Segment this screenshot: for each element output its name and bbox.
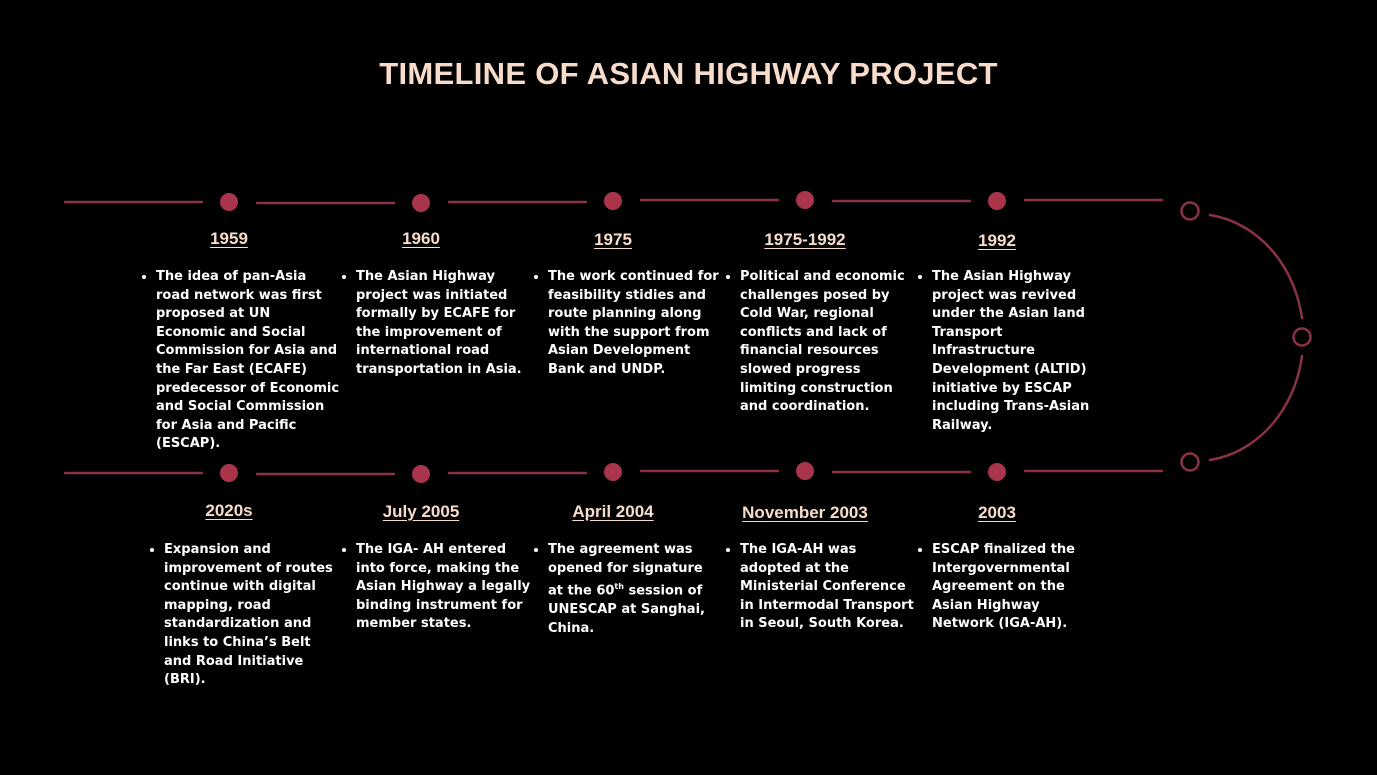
milestone-year-1975-1992: 1975-1992 <box>764 230 846 249</box>
milestone-year-1975: 1975 <box>594 230 632 249</box>
description-text-part: session of UNESCAP at Sanghai, China. <box>548 583 705 636</box>
description-text-part: The agreement was opened for signature at the 60 <box>548 542 703 599</box>
milestone-description <box>724 267 915 417</box>
description-text: • The Asian Highway project was revived under the Asian land Transport Infrastructure Development (ALTID) initiative by ESCAP including Trans-Asian Railway. <box>932 267 1100 435</box>
timeline-dot <box>604 192 622 210</box>
description-text: • Political and economic challenges posed by Cold War, regional conflicts and lack of financial resources slowed progress limiting construction and coordination. <box>740 267 915 417</box>
milestone-description <box>140 267 344 454</box>
milestone-description <box>724 540 915 634</box>
timeline-dot <box>604 463 622 481</box>
ring-node <box>1182 203 1199 220</box>
curve-lower <box>1210 356 1302 460</box>
ring-node <box>1294 329 1311 346</box>
timeline-dot <box>988 192 1006 210</box>
superscript: th <box>614 582 624 592</box>
milestone-description <box>148 540 339 690</box>
milestone-description <box>340 267 531 380</box>
ring-node <box>1182 454 1199 471</box>
description-text: • ESCAP finalized the Intergovernmental Agreement on the Asian Highway Network (IGA-AH). <box>932 540 1092 634</box>
timeline-dot <box>220 464 238 482</box>
timeline-dot <box>988 463 1006 481</box>
description-text: • The idea of pan-Asia road network was first proposed at UN Economic and Social Commission for Asia and the Far East (ECAFE) predecessor of Economic and Social Commission for Asia and Pacific (ESCAP). <box>156 267 344 454</box>
milestone-year-april-2004: April 2004 <box>572 502 654 521</box>
timeline-dot <box>412 465 430 483</box>
description-text: • The work continued for feasibility stidies and route planning along with the support from Asian Development Bank and UNDP. <box>548 267 723 380</box>
description-text: • The IGA- AH entered into force, making the Asian Highway a legally binding instrument for member states. <box>356 540 531 634</box>
milestone-description <box>532 540 716 638</box>
timeline-dot <box>412 194 430 212</box>
milestone-year-1992: 1992 <box>978 231 1016 250</box>
timeline-dot <box>220 193 238 211</box>
milestone-year-2003: 2003 <box>978 503 1016 522</box>
milestone-year-1959: 1959 <box>210 229 248 248</box>
description-text: • Expansion and improvement of routes continue with digital mapping, road standardization and links to China’s Belt and Road Initiative (BRI). <box>164 540 339 690</box>
milestone-year-november-2003: November 2003 <box>742 503 868 522</box>
description-text: • The IGA-AH was adopted at the Ministerial Conference in Intermodal Transport in Seoul, South Korea. <box>740 540 915 634</box>
description-text <box>548 540 716 638</box>
page-title: TIMELINE OF ASIAN HIGHWAY PROJECT <box>379 56 998 91</box>
milestone-year-july-2005: July 2005 <box>382 502 460 521</box>
milestone-description <box>916 267 1100 435</box>
milestone-year-1960: 1960 <box>402 229 440 248</box>
description-text: • The Asian Highway project was initiated formally by ECAFE for the improvement of international road transportation in Asia. <box>356 267 531 380</box>
timeline-dot <box>796 191 814 209</box>
milestone-description <box>340 540 531 634</box>
curve-upper <box>1210 215 1302 318</box>
milestone-description <box>532 267 723 380</box>
milestone-year-2020s: 2020s <box>205 501 253 520</box>
timeline-dot <box>796 462 814 480</box>
milestone-description <box>916 540 1092 634</box>
